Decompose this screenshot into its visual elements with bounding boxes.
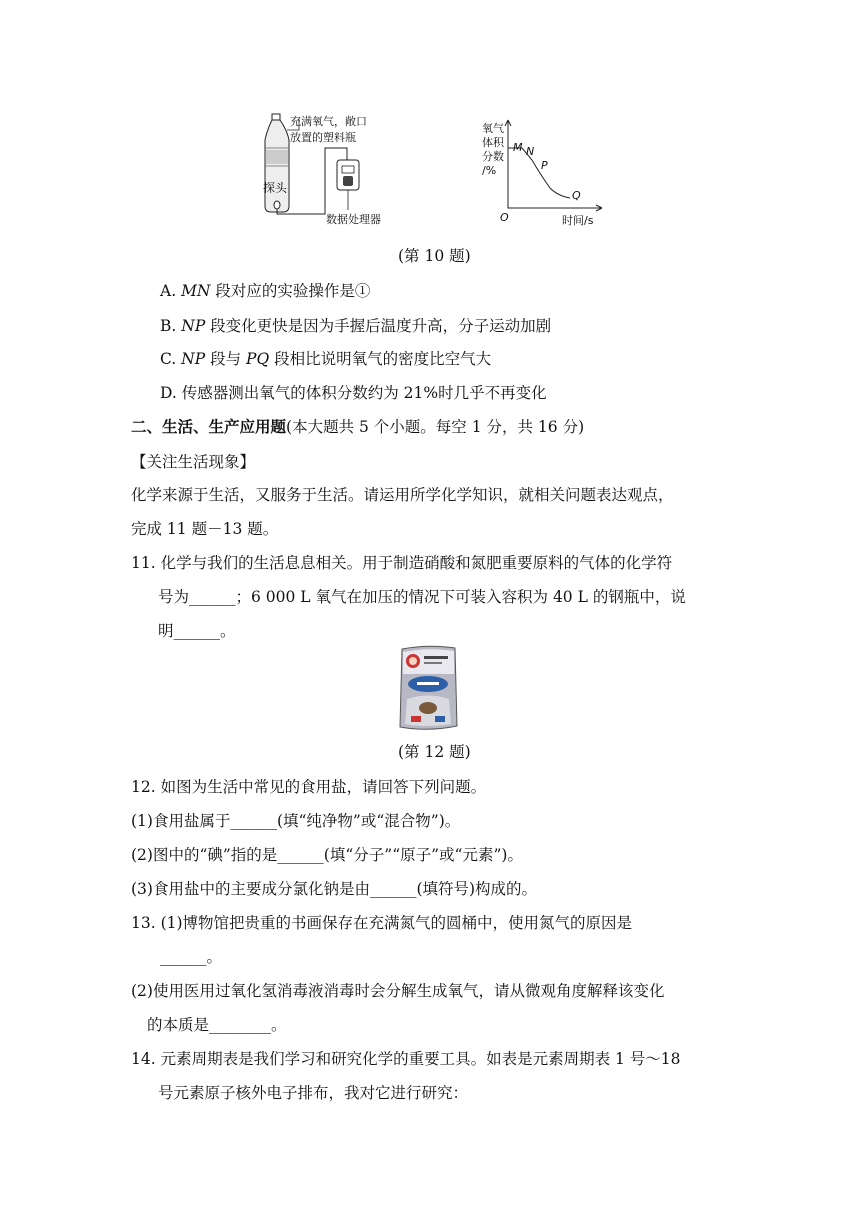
q11-line2: 号为______；6 000 L 氧气在加压的情况下可装入容积为 40 L 的钢瓶中，说 [158,588,686,606]
q10-option-d: D. 传感器测出氧气的体积分数约为 21%时几乎不再变化 [160,384,547,402]
point-m: M [513,141,523,154]
intro-line1: 化学来源于生活，又服务于生活。请运用所学化学知识，就相关问题表达观点， [131,486,674,504]
graph-origin: O [500,211,509,224]
q14-line2: 号元素原子核外电子排布，我对它进行研究： [158,1084,469,1102]
graph-ylabel-1: 氧气 [482,122,504,135]
q13-line1: 13. (1)博物馆把贵重的书画保存在充满氮气的圆桶中，使用氮气的原因是 [131,914,633,932]
focus-heading: 【关注生活现象】 [131,453,256,471]
q13-sub2-line2: 的本质是________。 [147,1016,287,1034]
q12-sub1: (1)食用盐属于______(填“纯净物”或“混合物”)。 [131,812,461,830]
oxygen-graph [498,118,608,218]
q10-option-a: A. MN 段对应的实验操作是① [160,282,371,300]
point-q: Q [572,189,581,202]
q13-line2: ______。 [160,948,223,966]
section2-title: 二、生活、生产应用题(本大题共 5 个小题。每空 1 分，共 16 分) [131,417,585,436]
q12-sub3: (3)食用盐中的主要成分氯化钠是由______(填符号)构成的。 [131,880,538,898]
graph-ylabel-3: 分数 [482,150,504,163]
figure12-caption: (第 12 题) [398,743,471,761]
q11-line3: 明______。 [158,622,236,640]
bottle-label-line2: 放置的塑料瓶 [290,131,356,144]
figure10-caption: (第 10 题) [398,247,471,265]
salt-bag-image [397,644,460,732]
q11-line1: 11. 化学与我们的生活息息相关。用于制造硝酸和氮肥重要原料的气体的化学符 [131,554,673,572]
q10-option-c: C. NP 段与 PQ 段相比说明氧气的密度比空气大 [160,350,492,368]
point-n: N [526,145,535,158]
graph-ylabel-2: 体积 [482,136,504,149]
bottle-label-line1: 充满氧气，敞口 [290,115,367,128]
q13-sub2-line1: (2)使用医用过氧化氢消毒液消毒时会分解生成氧气，请从微观角度解释该变化 [131,982,665,1000]
intro-line2: 完成 11 题－13 题。 [131,520,279,538]
point-p: P [541,159,548,172]
graph-ylabel-4: /% [482,164,497,177]
graph-xlabel: 时间/s [562,214,594,227]
q12-sub2: (2)图中的“碘”指的是______(填“分子”“原子”或“元素”)。 [131,846,523,864]
processor-label: 数据处理器 [326,213,381,226]
q12-line1: 12. 如图为生活中常见的食用盐，请回答下列问题。 [131,778,487,796]
probe-label: 探头 [263,181,288,195]
q10-option-b: B. NP 段变化更快是因为手握后温度升高，分子运动加剧 [160,317,552,335]
q14-line1: 14. 元素周期表是我们学习和研究化学的重要工具。如表是元素周期表 1 号～18 [131,1050,681,1068]
